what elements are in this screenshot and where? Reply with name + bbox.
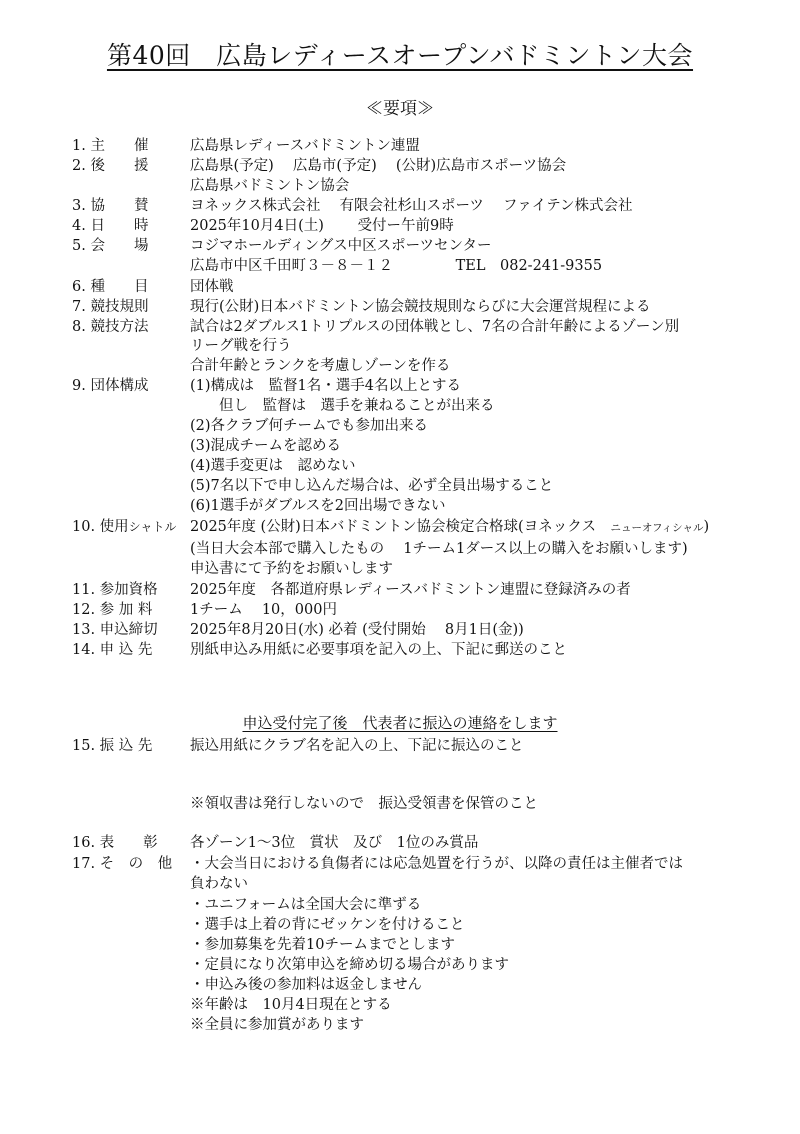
item-label-support: 2. 後 援 [72,158,149,174]
item-value-team-line: (1)構成は 監督1名・選手4名以上とする [190,378,461,394]
item-value-team-line: (5)7名以下で申し込んだ場合は、必ず全員出場すること [190,478,554,494]
item-value-awards: 各ゾーン1～3位 賞状 及び 1位のみ賞品 [190,835,479,851]
item-label-event: 6. 種 目 [72,279,149,295]
item-value-other-line: 負わない [190,876,248,892]
item-value-other-line: ・大会当日における負傷者には応急処置を行うが、以降の責任は主催者では [190,856,683,872]
item-value-format-line: 合計年齢とランクを考慮しゾーンを作る [190,358,451,374]
receipt-note: ※領収書は発行しないので 振込受領書を保管のこと [190,796,538,812]
document-title: 第40回 広島レディースオープンバドミントン大会 [106,41,694,70]
document-subtitle: ≪要項≫ [366,99,434,119]
item-label-transfer: 15. 振 込 先 [72,738,153,754]
item-value-format-line: リーグ戦を行う [190,338,292,354]
item-label-shuttle [72,517,190,537]
item-value-venue-line: コジマホールディングス中区スポーツセンター [190,238,492,254]
item-value-team-line: 但し 監督は 選手を兼ねることが出来る [190,398,495,414]
item-value-date: 2025年10月4日(土) 受付ー午前9時 [190,218,454,234]
item-label-date: 4. 日 時 [72,218,149,234]
item-value-other-line: ・参加募集を先着10チームまでとします [190,937,455,953]
item-label-shuttle-suffix: シャトル [128,520,177,534]
item-label-organizer: 1. 主 催 [72,138,149,154]
item-value-team-line: (2)各クラブ何チームでも参加出来る [190,418,429,434]
item-label-awards: 16. 表 彰 [72,835,158,851]
item-value-rules: 現行(公財)日本バドミントン協会競技規則ならびに大会運営規程による [190,299,651,315]
item-value-deadline: 2025年8月20日(水) 必着 (受付開始 8月1日(金)) [190,622,524,638]
item-value-support-line: 広島県バドミントン協会 [190,178,350,194]
item-value-sponsor: ヨネックス株式会社 有限会社杉山スポーツ ファイテン株式会社 [190,198,633,214]
shuttle-text-post: ) [703,519,710,535]
item-value-apply-to: 別紙申込み用紙に必要事項を記入の上、下記に郵送のこと [190,642,567,658]
item-label-eligibility: 11. 参加資格 [72,582,158,598]
item-value-eligibility: 2025年度 各都道府県レディースバドミントン連盟に登録済みの者 [190,582,631,598]
item-value-other-line: ・選手は上着の背にゼッケンを付けること [190,917,465,933]
item-value-team-line: (3)混成チームを認める [190,438,342,454]
item-value-transfer: 振込用紙にクラブ名を記入の上、下記に振込のこと [190,738,524,754]
item-value-event: 団体戦 [190,279,234,295]
item-value-other-line: ・定員になり次第申込を締め切る場合があります [190,957,509,973]
item-label-format: 8. 競技方法 [72,319,149,335]
item-label-venue: 5. 会 場 [72,238,149,254]
item-value-format-line: 試合は2ダブルス1トリプルスの団体戦とし、7名の合計年齢によるゾーン別 [190,319,680,335]
shuttle-text-small: ニューオフィシャル [610,522,704,534]
item-label-team: 9. 団体構成 [72,378,149,394]
item-value-other-line: ・ユニフォームは全国大会に準ずる [190,897,422,913]
item-value-organizer: 広島県レディースバドミントン連盟 [190,138,420,154]
item-value-team-line: (4)選手変更は 認めない [190,458,356,474]
item-label-apply-to: 14. 申 込 先 [72,642,153,658]
item-value-team-line: (6)1選手がダブルスを2回出場できない [190,498,446,514]
item-label-shuttle-prefix: 10. 使用 [72,519,129,535]
item-value-fee: 1チーム 10，000円 [190,602,337,618]
item-value-other-line: ※全員に参加賞があります [190,1017,364,1033]
item-label-deadline: 13. 申込締切 [72,622,158,638]
shuttle-text-pre: 2025年度 (公財)日本バドミントン協会検定合格球(ヨネックス [190,519,611,535]
item-value-shuttle-line: 申込書にて予約をお願いします [190,561,393,577]
item-value-support-line: 広島県(予定) 広島市(予定) (公財)広島市スポーツ協会 [190,158,567,174]
item-value-other-line: ・申込み後の参加料は返金しません [190,977,422,993]
item-label-other: 17. そ の 他 [72,856,173,872]
item-label-sponsor: 3. 協 賛 [72,198,149,214]
item-value-other-line: ※年齢は 10月4日現在とする [190,997,392,1013]
payment-notice: 申込受付完了後 代表者に振込の連絡をします [242,714,558,732]
item-label-rules: 7. 競技規則 [72,299,149,315]
item-value-venue-line: 広島市中区千田町３－８－１２ TEL 082-241-9355 [190,258,603,274]
item-value-shuttle-line: (当日大会本部で購入したもの 1チーム1ダース以上の購入をお願いします) [190,541,688,557]
item-label-fee: 12. 参 加 料 [72,602,153,618]
item-value-shuttle-line [190,517,764,538]
